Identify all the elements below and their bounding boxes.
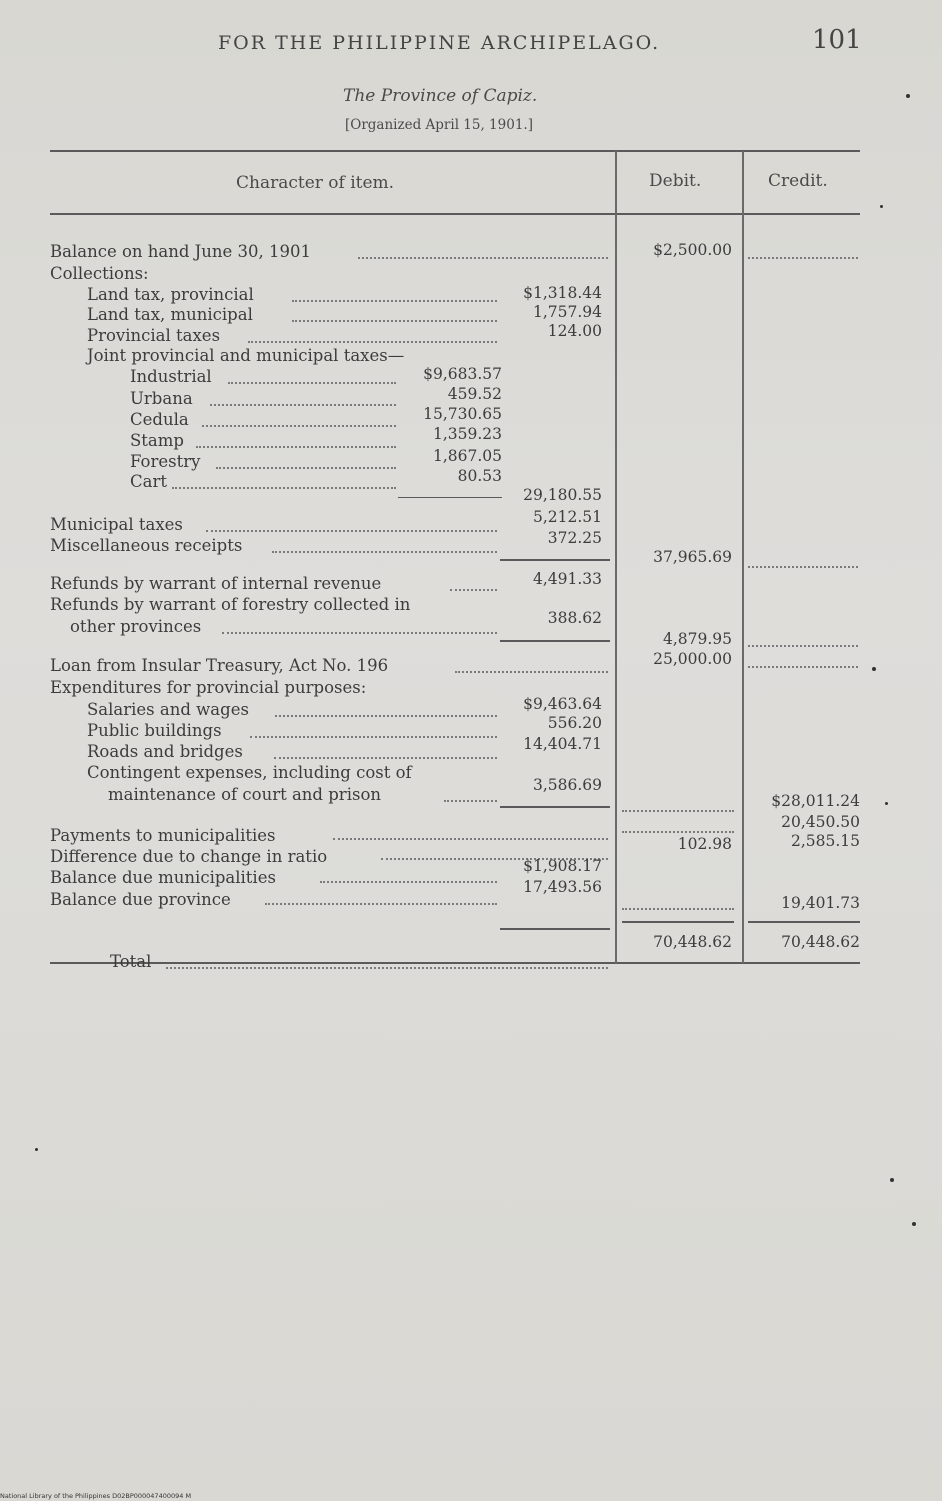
credit-value: 2,585.15 xyxy=(790,832,860,850)
amount-value: 17,493.56 xyxy=(523,878,602,896)
leader-dots xyxy=(292,320,497,322)
row-label: Miscellaneous receipts xyxy=(50,536,243,555)
leader-dots xyxy=(222,632,497,634)
row-label: Balance due municipalities xyxy=(50,868,276,887)
section-title: The Province of Capiz. xyxy=(343,86,538,106)
row-label: Public buildings xyxy=(87,721,222,740)
scan-speck xyxy=(35,1148,38,1151)
column-header-debit: Debit. xyxy=(649,171,702,191)
credit-blank-dashes xyxy=(748,566,858,568)
amount-value: $1,318.44 xyxy=(523,284,602,302)
row-label: Cedula xyxy=(130,410,189,429)
debit-value: 37,965.69 xyxy=(653,548,732,566)
debit-value: 102.98 xyxy=(677,835,732,853)
leader-dots xyxy=(292,300,497,302)
row-label: Salaries and wages xyxy=(87,700,249,719)
amount-value: 556.20 xyxy=(547,714,602,732)
amount-value: $9,683.57 xyxy=(423,365,502,383)
leader-dots xyxy=(265,903,497,905)
total-debit: 70,448.62 xyxy=(653,933,732,951)
amount-value: 80.53 xyxy=(457,467,502,485)
table-bottom-rule xyxy=(50,962,860,964)
debit-blank-dashes xyxy=(622,831,734,833)
total-label: Total xyxy=(110,952,152,971)
leader-dots xyxy=(274,757,497,759)
row-label: Expenditures for provincial purposes: xyxy=(50,678,367,697)
leader-dots xyxy=(333,838,608,840)
row-label-continued: maintenance of court and prison xyxy=(108,785,381,804)
row-label: Municipal taxes xyxy=(50,515,183,534)
leader-dots xyxy=(210,404,396,406)
amount-value: $1,908.17 xyxy=(523,857,602,875)
row-label: Refunds by warrant of forestry collected in xyxy=(50,595,411,614)
row-label: Payments to municipalities xyxy=(50,826,276,845)
total-rule-credit xyxy=(748,921,860,923)
leader-dots xyxy=(206,530,497,532)
amount-value: 4,491.33 xyxy=(532,570,602,588)
page-number: 101 xyxy=(812,25,862,55)
leader-dots xyxy=(202,425,396,427)
leader-dots xyxy=(216,467,396,469)
leader-dots xyxy=(172,487,396,489)
leader-dots xyxy=(228,382,396,384)
row-label: Refunds by warrant of internal revenue xyxy=(50,574,382,593)
row-label: Cart xyxy=(130,472,167,491)
credit-blank-dashes xyxy=(748,257,858,259)
row-label: Balance due province xyxy=(50,890,231,909)
column-header-item: Character of item. xyxy=(236,173,395,193)
row-label: Stamp xyxy=(130,431,184,450)
subtotal-rule xyxy=(500,559,610,561)
subtotal-rule xyxy=(500,640,610,642)
row-label: Land tax, municipal xyxy=(87,305,253,324)
amount-value: $9,463.64 xyxy=(523,695,602,713)
row-label-continued: other provinces xyxy=(70,617,202,636)
debit-value: 25,000.00 xyxy=(653,650,732,668)
leader-dots xyxy=(272,551,497,553)
row-label: Urbana xyxy=(130,389,193,408)
leader-dots xyxy=(250,736,497,738)
total-rule-debit xyxy=(622,921,734,923)
row-label: Difference due to change in ratio xyxy=(50,847,328,866)
column-header-credit: Credit. xyxy=(768,171,828,191)
scan-speck xyxy=(912,1222,916,1226)
archive-stamp: National Library of the Philippines D02BP000047400094 M xyxy=(0,1492,192,1500)
subtotal-rule xyxy=(398,497,502,498)
running-header: FOR THE PHILIPPINE ARCHIPELAGO. xyxy=(218,32,661,54)
amount-value: 1,757.94 xyxy=(532,303,602,321)
row-label: Land tax, provincial xyxy=(87,285,254,304)
subtotal-rule xyxy=(500,928,610,930)
leader-dots xyxy=(166,967,608,969)
column-divider-debit xyxy=(615,151,617,963)
table-header-rule xyxy=(50,213,860,215)
leader-dots xyxy=(444,800,497,802)
debit-blank-dashes xyxy=(622,908,734,910)
amount-value: 3,586.69 xyxy=(532,776,602,794)
leader-dots xyxy=(248,341,497,343)
row-label: Forestry xyxy=(130,452,201,471)
row-label: Industrial xyxy=(130,367,212,386)
row-label: Collections: xyxy=(50,264,149,283)
amount-value: 1,867.05 xyxy=(432,447,502,465)
scan-speck xyxy=(906,94,910,98)
table-top-rule xyxy=(50,150,860,152)
row-label: Balance on hand June 30, 1901 xyxy=(50,242,312,261)
debit-blank-dashes xyxy=(622,810,734,812)
amount-value: 14,404.71 xyxy=(523,735,602,753)
amount-value: 1,359.23 xyxy=(432,425,502,443)
scan-speck xyxy=(885,802,888,805)
leader-dots xyxy=(358,257,608,259)
credit-blank-dashes xyxy=(748,645,858,647)
total-credit: 70,448.62 xyxy=(781,933,860,951)
row-label: Roads and bridges xyxy=(87,742,243,761)
row-label: Contingent expenses, including cost of xyxy=(87,763,412,782)
section-subtitle: [Organized April 15, 1901.] xyxy=(345,117,533,133)
credit-value: $28,011.24 xyxy=(771,792,860,810)
leader-dots xyxy=(196,446,396,448)
leader-dots xyxy=(455,671,608,673)
amount-value: 372.25 xyxy=(547,529,602,547)
row-label: Provincial taxes xyxy=(87,326,221,345)
scan-speck xyxy=(880,205,883,208)
row-label: Loan from Insular Treasury, Act No. 196 xyxy=(50,656,389,675)
subtotal-rule xyxy=(500,806,610,808)
leader-dots xyxy=(450,589,497,591)
row-label: Joint provincial and municipal taxes— xyxy=(87,346,405,365)
amount-value: 388.62 xyxy=(547,609,602,627)
column-divider-credit xyxy=(742,151,744,963)
leader-dots xyxy=(275,715,497,717)
credit-blank-dashes xyxy=(748,666,858,668)
scan-speck xyxy=(890,1178,894,1182)
amount-value: 29,180.55 xyxy=(523,486,602,504)
debit-value: $2,500.00 xyxy=(653,241,732,259)
amount-value: 459.52 xyxy=(447,385,502,403)
debit-value: 4,879.95 xyxy=(662,630,732,648)
scan-speck xyxy=(872,667,876,671)
leader-dots xyxy=(320,881,497,883)
credit-value: 20,450.50 xyxy=(781,813,860,831)
amount-value: 5,212.51 xyxy=(532,508,602,526)
amount-value: 124.00 xyxy=(547,322,602,340)
amount-value: 15,730.65 xyxy=(423,405,502,423)
credit-value: 19,401.73 xyxy=(781,894,860,912)
